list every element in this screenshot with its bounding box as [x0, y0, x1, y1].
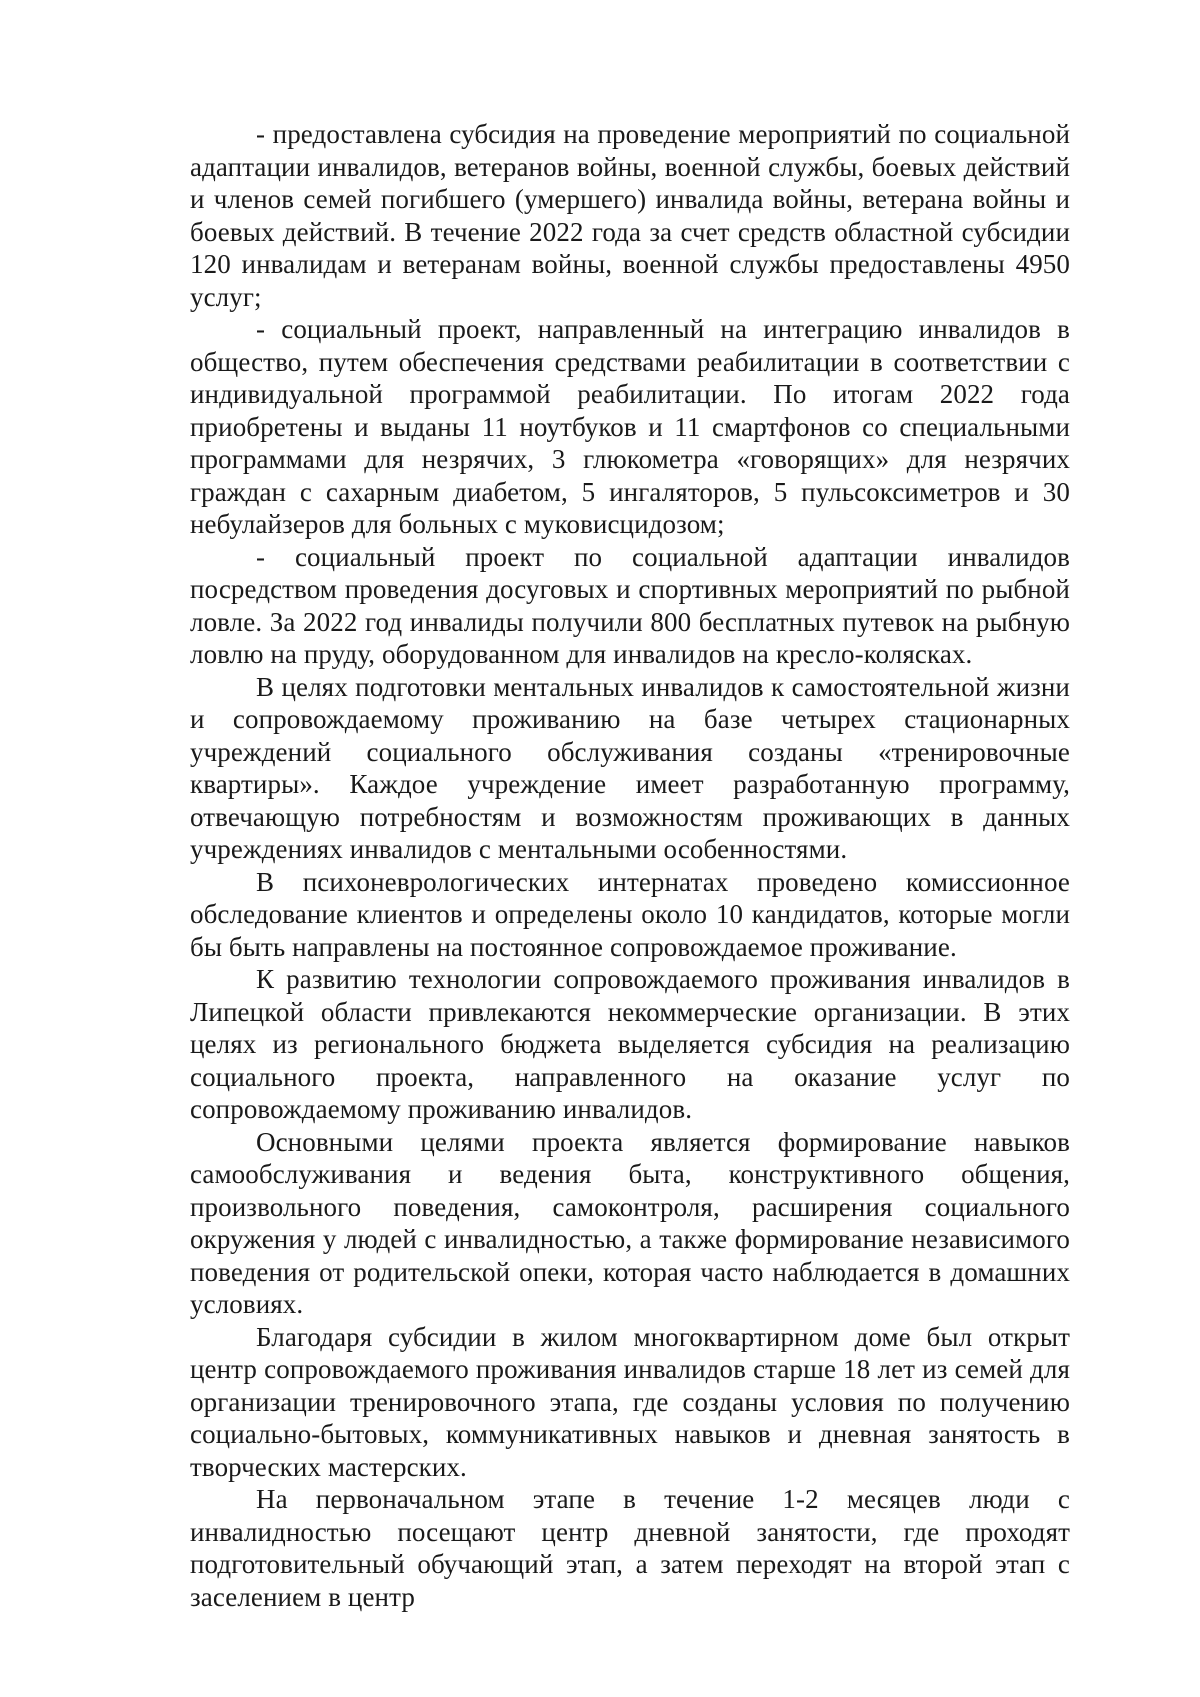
paragraph-initial-stage: На первоначальном этапе в течение 1-2 месяцев люди с инвалидностью посещают центр дневной занятости, где проходят подготовительный обучающий этап, а затем переходят на второй этап с заселением в центр — [190, 1484, 1070, 1612]
paragraph-training-apartments: В целях подготовки ментальных инвалидов к самостоятельной жизни и сопровождаемому проживанию на базе четырех стационарных учреждений социального обслуживания созданы «тренировочные квартиры». Каждое учреждение имеет разработанную программу, отвечающую потребностям и возможностям проживающих в данных учреждениях инвалидов с ментальными особенностями. — [190, 671, 1070, 864]
paragraph-support-center: Благодаря субсидии в жилом многоквартирном доме был открыт центр сопровождаемого проживания инвалидов старше 18 лет из семей для организации тренировочного этапа, где созданы условия по получению социально-бытовых, коммуникативных навыков и дневная занятость в творческих мастерских. — [190, 1321, 1070, 1482]
paragraph-psychoneurological-internats: В психоневрологических интернатах проведено комиссионное обследование клиентов и определены около 10 кандидатов, которые могли бы быть направлены на постоянное сопровождаемое проживание. — [190, 866, 1070, 962]
paragraph-project-goals: Основными целями проекта является формирование навыков самообслуживания и ведения быта, конструктивного общения, произвольного поведения, самоконтроля, расширения социального окружения у людей с инвалидностью, а также формирование независимого поведения от родительской опеки, которая часто наблюдается в домашних условиях. — [190, 1126, 1070, 1319]
paragraph-subsidy-adaptation: - предоставлена субсидия на проведение мероприятий по социальной адаптации инвалидов, ветеранов войны, военной службы, боевых действий и членов семей погибшего (умершего) инвалида войны, ветерана войны и боевых действий. В течение 2022 года за счет средств областной субсидии 120 инвалидам и ветеранам войны, военной службы предоставлены 4950 услуг; — [190, 119, 1070, 312]
paragraph-fishing-project: - социальный проект по социальной адаптации инвалидов посредством проведения досуговых и спортивных мероприятий по рыбной ловле. За 2022 год инвалиды получили 800 бесплатных путевок на рыбную ловлю на пруду, оборудованном для инвалидов на кресло-колясках. — [190, 541, 1070, 669]
paragraph-integration-project: - социальный проект, направленный на интеграцию инвалидов в общество, путем обеспечения средствами реабилитации в соответствии с индивидуальной программой реабилитации. По итогам 2022 года приобретены и выданы 11 ноутбуков и 11 смартфонов со специальными программами для незрячих, 3 глюкометра «говорящих» для незрячих граждан с сахарным диабетом, 5 ингаляторов, 5 пульсоксиметров и 30 небулайзеров для больных с муковисцидозом; — [190, 314, 1070, 539]
paragraph-nonprofit-organizations: К развитию технологии сопровождаемого проживания инвалидов в Липецкой области привлекаются некоммерческие организации. В этих целях из регионального бюджета выделяется субсидия на реализацию социального проекта, направленного на оказание услуг по сопровождаемому проживанию инвалидов. — [190, 964, 1070, 1124]
document-body — [190, 118, 1070, 1613]
